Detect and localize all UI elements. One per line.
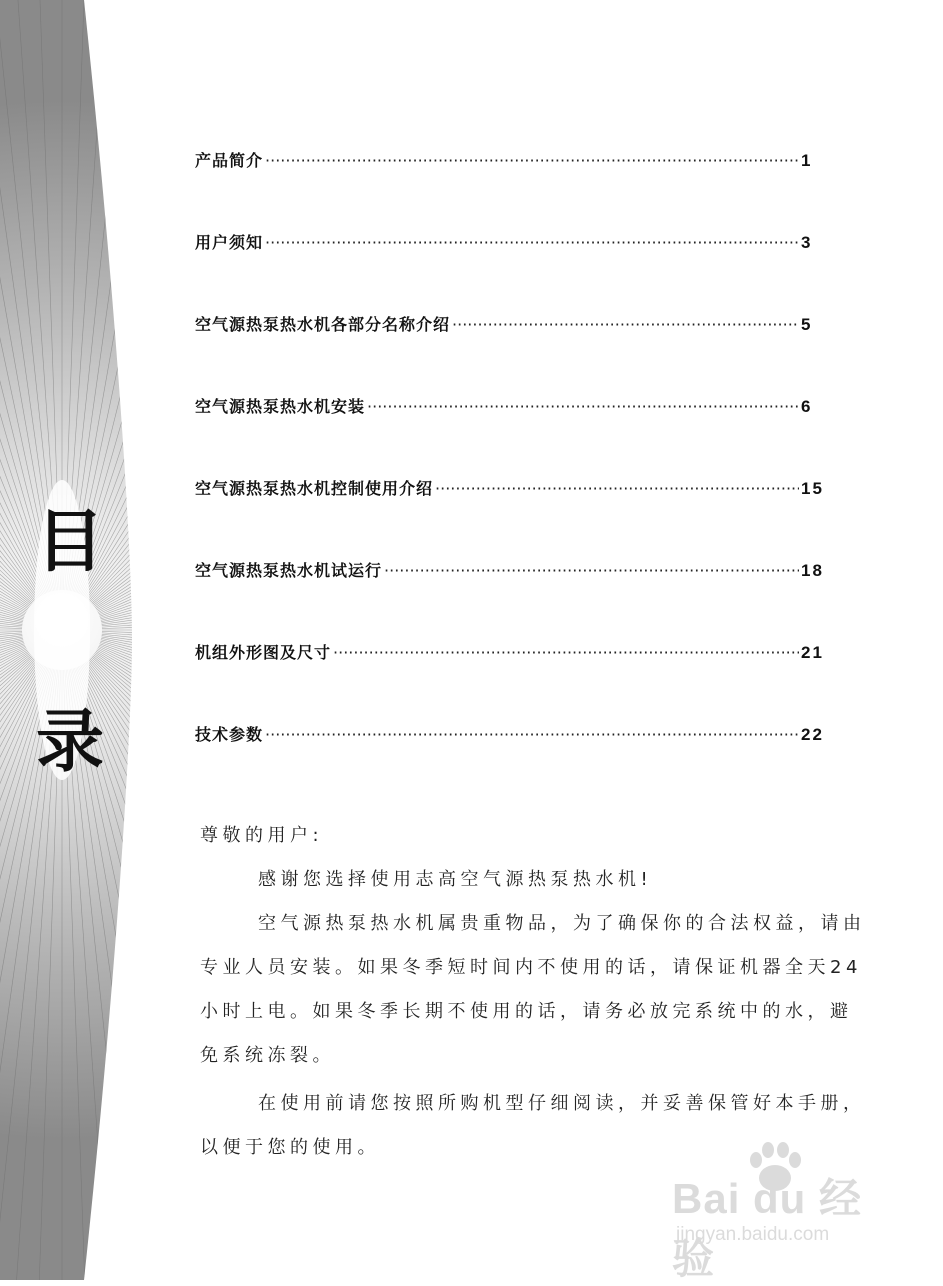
toc-entry[interactable] (195, 394, 835, 476)
toc-entry[interactable] (195, 640, 835, 722)
toc-entry-page: 3 (801, 233, 813, 252)
toc-leader-dots (265, 233, 799, 252)
toc-leader-dots (265, 151, 799, 170)
toc-entry-page: 18 (801, 561, 824, 580)
toc-title-char-1: 目 (35, 502, 104, 582)
toc-entry[interactable] (195, 148, 835, 230)
toc-entry-page: 21 (801, 643, 824, 662)
side-decoration (0, 0, 150, 1280)
toc-entry[interactable] (195, 312, 835, 394)
toc-entry-page: 15 (801, 479, 824, 498)
baidu-watermark (672, 1138, 902, 1282)
toc-entry-label: 用户须知 (195, 233, 264, 252)
toc-leader-dots (384, 561, 799, 580)
toc-entry[interactable] (195, 722, 835, 804)
letter-paragraph-reading: 在使用前请您按照所购机型仔细阅读，并妥善保管好本手册，以便于您的使用。 (200, 1093, 866, 1158)
table-of-contents (195, 148, 835, 804)
toc-leader-dots (452, 315, 799, 334)
toc-entry-label: 空气源热泵热水机试运行 (195, 561, 383, 580)
user-letter (200, 818, 868, 1174)
toc-entry-label: 机组外形图及尺寸 (195, 643, 332, 662)
toc-entry-page: 5 (801, 315, 813, 334)
toc-entry-page: 1 (801, 151, 813, 170)
toc-entry-page: 6 (801, 397, 813, 416)
toc-entry[interactable] (195, 558, 835, 640)
side-band-graphic (0, 0, 150, 1280)
toc-leader-dots (435, 479, 799, 498)
toc-entry-label: 空气源热泵热水机控制使用介绍 (195, 479, 434, 498)
watermark-brand: Bai du 经验 (672, 1175, 863, 1282)
toc-leader-dots (333, 643, 799, 662)
toc-entry-page: 22 (801, 725, 824, 744)
letter-thanks: 感谢您选择使用志高空气源热泵热水机! (258, 869, 653, 890)
toc-leader-dots (265, 725, 799, 744)
toc-entry[interactable] (195, 476, 835, 558)
letter-greeting: 尊敬的用户: (200, 825, 324, 846)
toc-title-char-2: 录 (35, 702, 104, 782)
toc-leader-dots (367, 397, 799, 416)
toc-entry[interactable] (195, 230, 835, 312)
toc-entry-label: 产品简介 (195, 151, 264, 170)
toc-entry-label: 空气源热泵热水机各部分名称介绍 (195, 315, 451, 334)
letter-paragraph-installation: 空气源热泵热水机属贵重物品，为了确保你的合法权益，请由专业人员安装。如果冬季短时间内不使用的话，请保证机器全天24小时上电。如果冬季长期不使用的话，请务必放完系统中的水，避免系统冻裂。 (200, 913, 866, 1066)
toc-entry-label: 技术参数 (195, 725, 264, 744)
toc-entry-label: 空气源热泵热水机安装 (195, 397, 366, 416)
watermark-url: jingyan.baidu.com (676, 1224, 830, 1245)
